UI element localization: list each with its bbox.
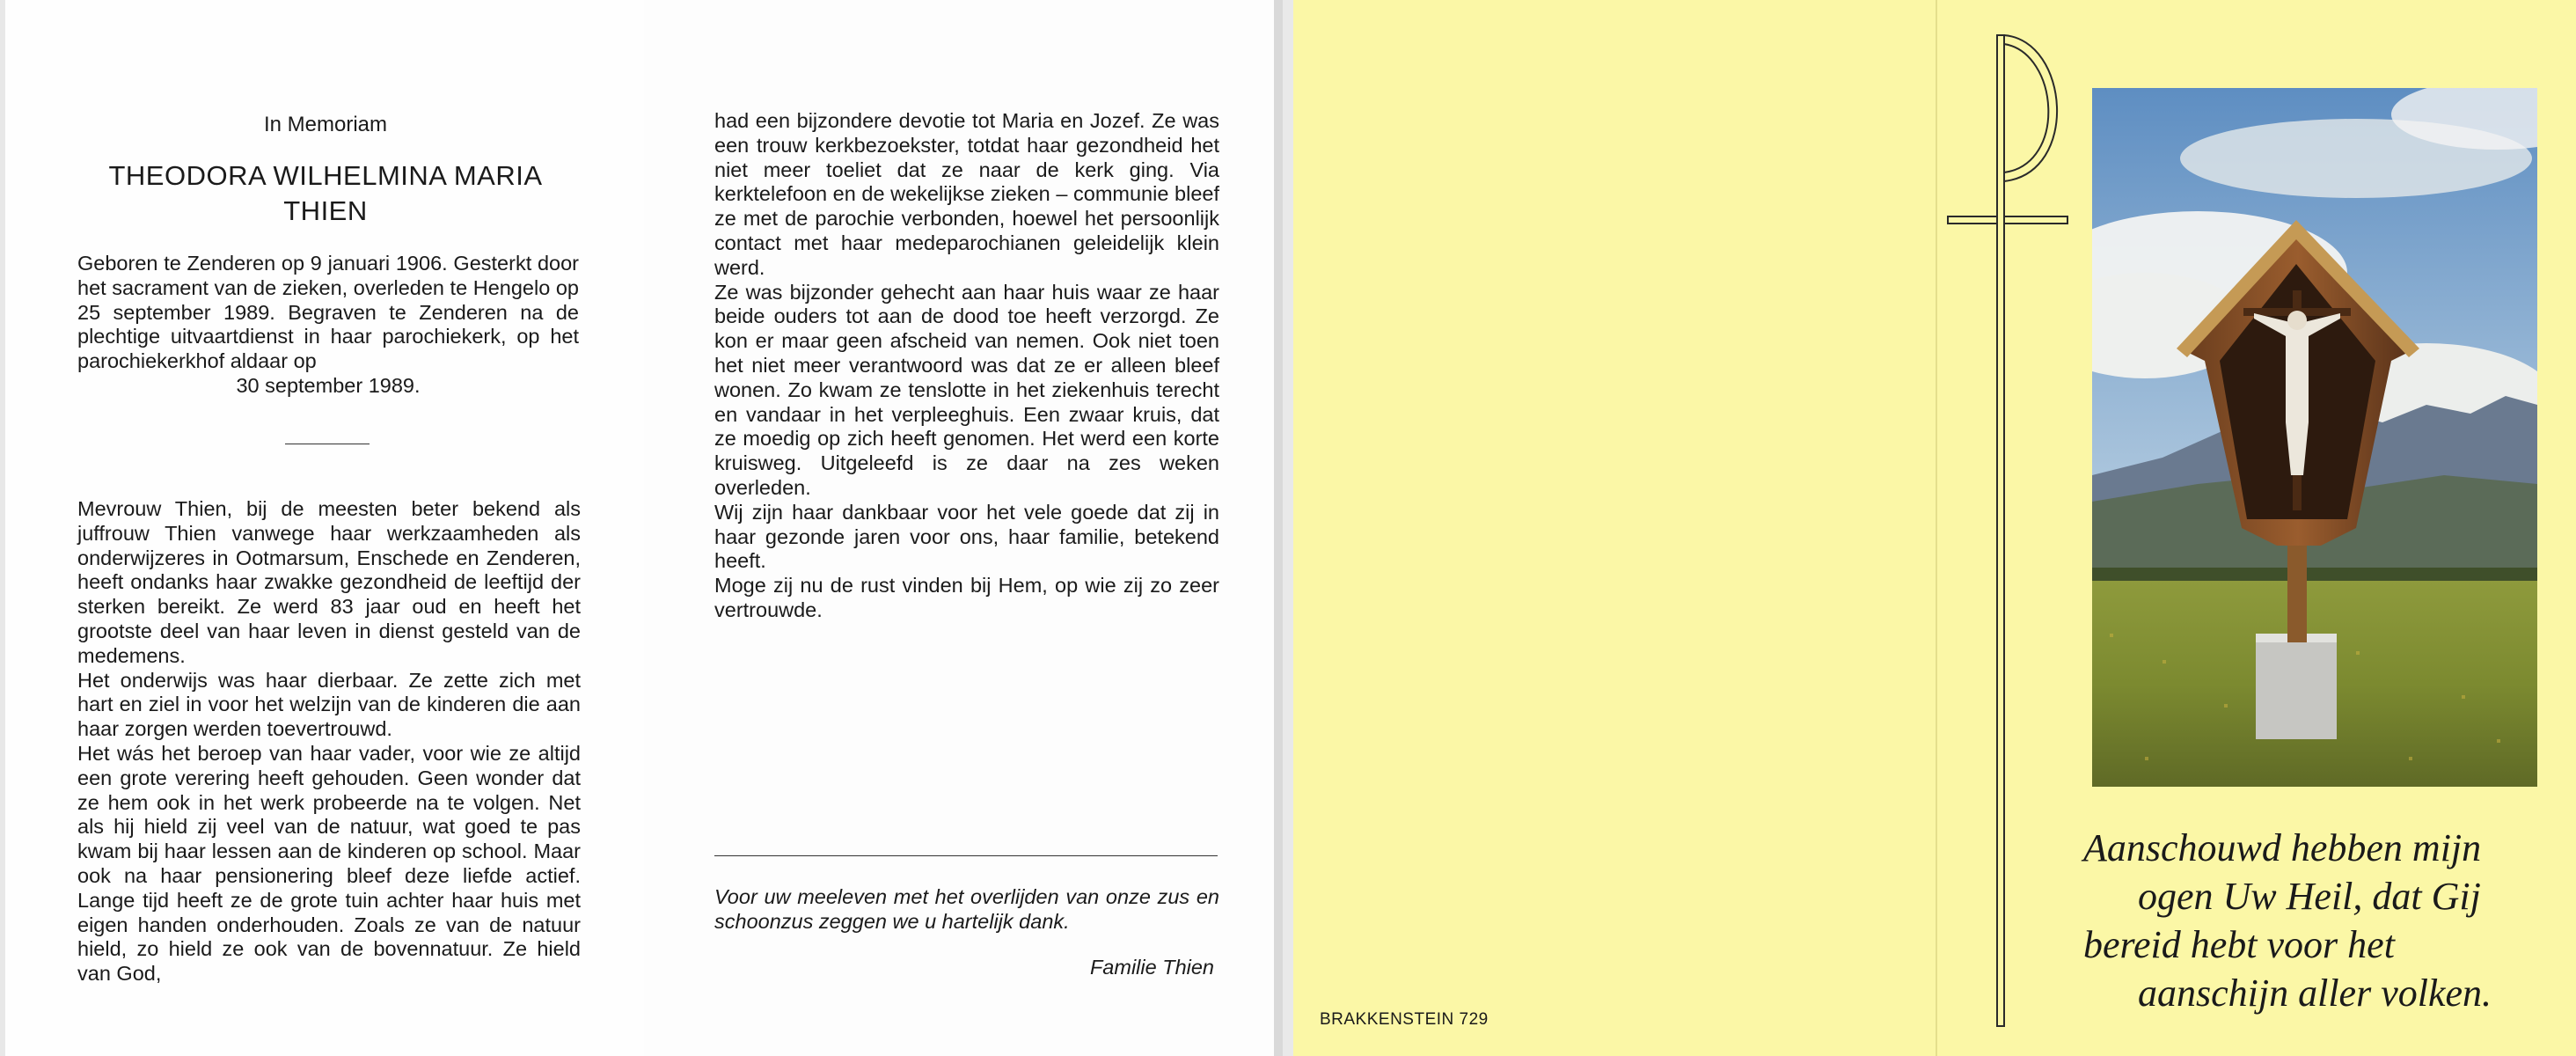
verse-line: Aanschouwd hebben mijn: [2083, 826, 2482, 869]
in-memoriam-heading: In Memoriam: [263, 113, 388, 136]
story-paragraph: Wij zijn haar dankbaar voor het vele goede dat zij in haar gezonde jaren voor ons, haar familie, betekend heeft.: [714, 500, 1219, 573]
story-paragraph: Moge zij nu de rust vinden bij Hem, op wie zij zo zeer vertrouwde.: [714, 574, 1219, 621]
life-story: [77, 497, 581, 986]
verse-line: bereid hebt voor het: [2083, 923, 2395, 966]
story-paragraph: had een bijzondere devotie tot Maria en Jozef. Ze was een trouw kerkbezoekster, totdat haar gezondheid het niet meer toeliet dat ze naar de kerk ging. Via kerktelefoon en de wekelijkse zieken – communie bleef ze met de parochie verbonden, hoewel het persoonlijk contact met haar medeparochianen geleidelijk klein werd.: [714, 109, 1219, 279]
name-line-1: THEODORA WILHELMINA MARIA: [108, 160, 543, 191]
card-back-page: [1293, 0, 1936, 1056]
story-paragraph: Het onderwijs was haar dierbaar. Ze zette zich met hart en ziel in voor het welzijn van de kinderen die aan haar zorgen werden toevertrouwd.: [77, 668, 581, 741]
life-story-continued: [714, 109, 1219, 623]
story-paragraph: Mevrouw Thien, bij de meesten beter bekend als juffrouw Thien vanwege haar werkzaamheden als onderwijzeres in Ootmarsum, Enschede en Zenderen, heeft ondanks haar zwakke gezondheid de leeftijd der sterken bereikt. Ze werd 83 jaar oud en heeft het grootste deel van haar leven in dienst gesteld van de medemens.: [77, 497, 581, 667]
publisher-code: BRAKKENSTEIN 729: [1320, 1010, 1489, 1029]
thanks-rule: [714, 855, 1218, 856]
card-front-page: [1936, 0, 2576, 1056]
deceased-name: [70, 158, 581, 229]
wayside-crucifix-photo: [2092, 88, 2537, 787]
verse-line: ogen Uw Heil, dat Gij: [2138, 875, 2481, 918]
thanks-text: Voor uw meeleven met het overlijden van onze zus en schoonzus zeggen we u hartelijk dank.: [714, 885, 1219, 933]
scripture-verse: [2083, 824, 2558, 1017]
story-paragraph: Ze was bijzonder gehecht aan haar huis waar ze haar beide ouders tot aan de dood toe heeft verzorgd. Ze kon er maar geen afscheid van nemen. Ook niet toen het niet meer verantwoord was dat ze er alleen bleef wonen. Zo kwam ze tenslotte in het ziekenhuis terecht en vandaar in het verpleeghuis. Een zwaar kruis, dat ze moedig op zich heeft genomen. Het werd een korte kruisweg. Uitgeleefd is ze daar na zes weken overleden.: [714, 280, 1219, 499]
card-page-left: [0, 0, 644, 1056]
story-paragraph: Het wás het beroep van haar vader, voor wie ze altijd een grote verering heeft gehouden. Geen wonder dat ze hem ook in het werk probeerde na te volgen. Net als hij hield zij veel van de natuur, wat goed te pas kwam bij haar lessen aan de kinderen op school. Maar ook na haar pensionering bleef deze liefde actief. Lange tijd heeft ze de grote tuin achter haar huis met eigen handen onderhouden. Zoals ze van de natuur hield, zo hield ze ook van de bovennatuur. Ze hield van God,: [77, 741, 581, 986]
bio-burial-date: 30 september 1989.: [236, 373, 421, 397]
verse-line: aanschijn aller volken.: [2138, 972, 2492, 1015]
family-signature: Familie Thien: [1089, 956, 1214, 979]
card-page-right: [644, 0, 1283, 1056]
name-line-2: THIEN: [283, 195, 368, 226]
pax-christi-icon: [1946, 32, 2078, 1030]
biography-dates: [77, 252, 579, 399]
scan-gap: [1283, 0, 1293, 1056]
bio-main-text: Geboren te Zenderen op 9 januari 1906. Gesterkt door het sacrament van de zieken, overleden te Hengelo op 25 september 1989. Begraven te Zenderen na de plechtige uitvaartdienst in haar parochiekerk, op het parochiekerkhof aldaar op: [77, 252, 579, 373]
